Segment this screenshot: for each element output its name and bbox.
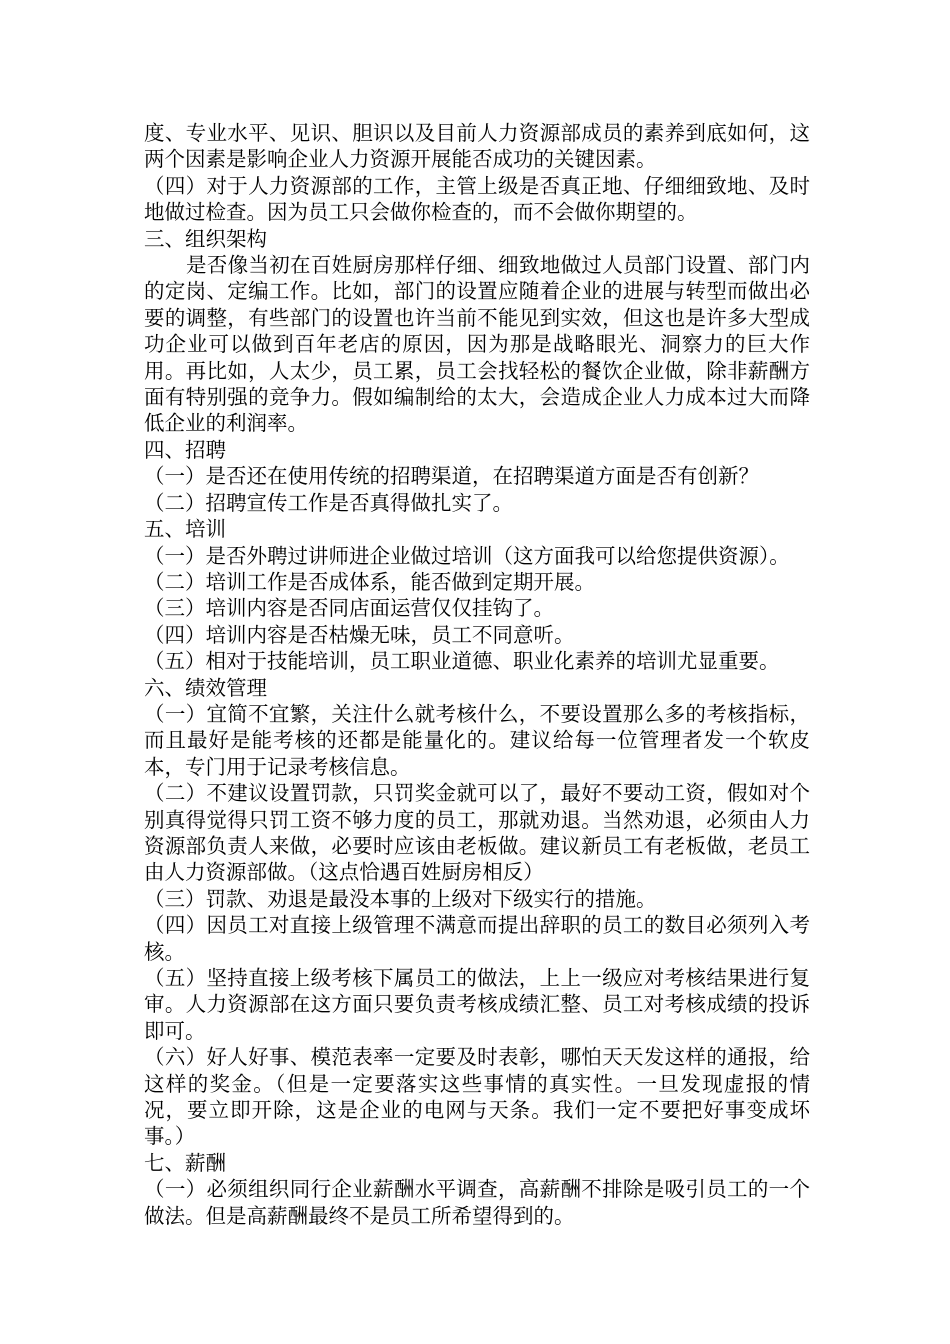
paragraph-performance-4: （四）因员工对直接上级管理不满意而提出辞职的员工的数目必须列入考核。 — [144, 913, 810, 964]
paragraph-training-3: （三）培训内容是否同店面运营仅仅挂钩了。 — [144, 596, 554, 621]
paragraph-org-structure: 是否像当初在百姓厨房那样仔细、细致地做过人员部门设置、部门内的定岗、定编工作。比如，部门的设置应随着企业的进展与转型而做出必要的调整，有些部门的设置也许当前不能见到实效，但这也是许多大型成功企业可以做到百年老店的原因，因为那是战略眼光、洞察力的巨大作用。再比如，人太少，员工累，员工会找轻松的餐饮企业做，除非薪酬方面有特别强的竞争力。假如编制给的太大，会造成企业人力成本过大而降低企业的利润率。 — [144, 253, 810, 436]
paragraph-training-4: （四）培训内容是否枯燥无味，员工不同意听。 — [144, 622, 575, 647]
paragraph-recruitment-2: （二）招聘宣传工作是否真得做扎实了。 — [144, 490, 513, 515]
paragraph-training-1: （一）是否外聘过讲师进企业做过培训（这方面我可以给您提供资源）。 — [144, 543, 790, 568]
paragraph-training-5: （五）相对于技能培训，员工职业道德、职业化素养的培训尤显重要。 — [144, 649, 780, 674]
paragraph-continuation: 度、专业水平、见识、胆识以及目前人力资源部成员的素养到底如何，这两个因素是影响企业人力资源开展能否成功的关键因素。 — [144, 121, 810, 172]
paragraph-performance-1: （一）宜简不宜繁，关注什么就考核什么，不要设置那么多的考核指标，而且最好是能考核的还都是能量化的。建议给每一位管理者发一个软皮本，专门用于记录考核信息。 — [144, 701, 810, 779]
section-heading-recruitment: 四、招聘 — [144, 437, 226, 462]
paragraph-training-2: （二）培训工作是否成体系，能否做到定期开展。 — [144, 569, 595, 594]
section-heading-org-structure: 三、组织架构 — [144, 226, 267, 251]
section-heading-training: 五、培训 — [144, 517, 226, 542]
document-body — [144, 120, 810, 1229]
paragraph-performance-3: （三）罚款、劝退是最没本事的上级对下级实行的措施。 — [144, 886, 657, 911]
paragraph-performance-6: （六）好人好事、模范表率一定要及时表彰，哪怕天天发这样的通报，给这样的奖金。（但是一定要落实这些事情的真实性。一旦发现虚报的情况，要立即开除，这是企业的电网与天条。我们一定不要把好事变成坏事。） — [144, 1045, 810, 1149]
paragraph-hr-inspection: （四）对于人力资源部的工作，主管上级是否真正地、仔细细致地、及时地做过检查。因为员工只会做你检查的，而不会做你期望的。 — [144, 173, 810, 225]
paragraph-performance-5: （五）坚持直接上级考核下属员工的做法，上上一级应对考核结果进行复审。人力资源部在这方面只要负责考核成绩汇整、员工对考核成绩的投诉即可。 — [144, 966, 810, 1043]
paragraph-performance-2: （二）不建议设置罚款，只罚奖金就可以了，最好不要动工资，假如对个别真得觉得只罚工资不够力度的员工，那就劝退。当然劝退，必须由人力资源部负责人来做，必要时应该由老板做。建议新员工有老板做，老员工由人力资源部做。（这点恰遇百姓厨房相反） — [144, 781, 810, 885]
section-heading-compensation: 七、薪酬 — [144, 1150, 226, 1175]
paragraph-compensation-1: （一）必须组织同行企业薪酬水平调查，高薪酬不排除是吸引员工的一个做法。但是高薪酬最终不是员工所希望得到的。 — [144, 1177, 810, 1228]
section-heading-performance: 六、绩效管理 — [144, 675, 267, 700]
paragraph-recruitment-1: （一）是否还在使用传统的招聘渠道，在招聘渠道方面是否有创新？ — [144, 464, 759, 489]
